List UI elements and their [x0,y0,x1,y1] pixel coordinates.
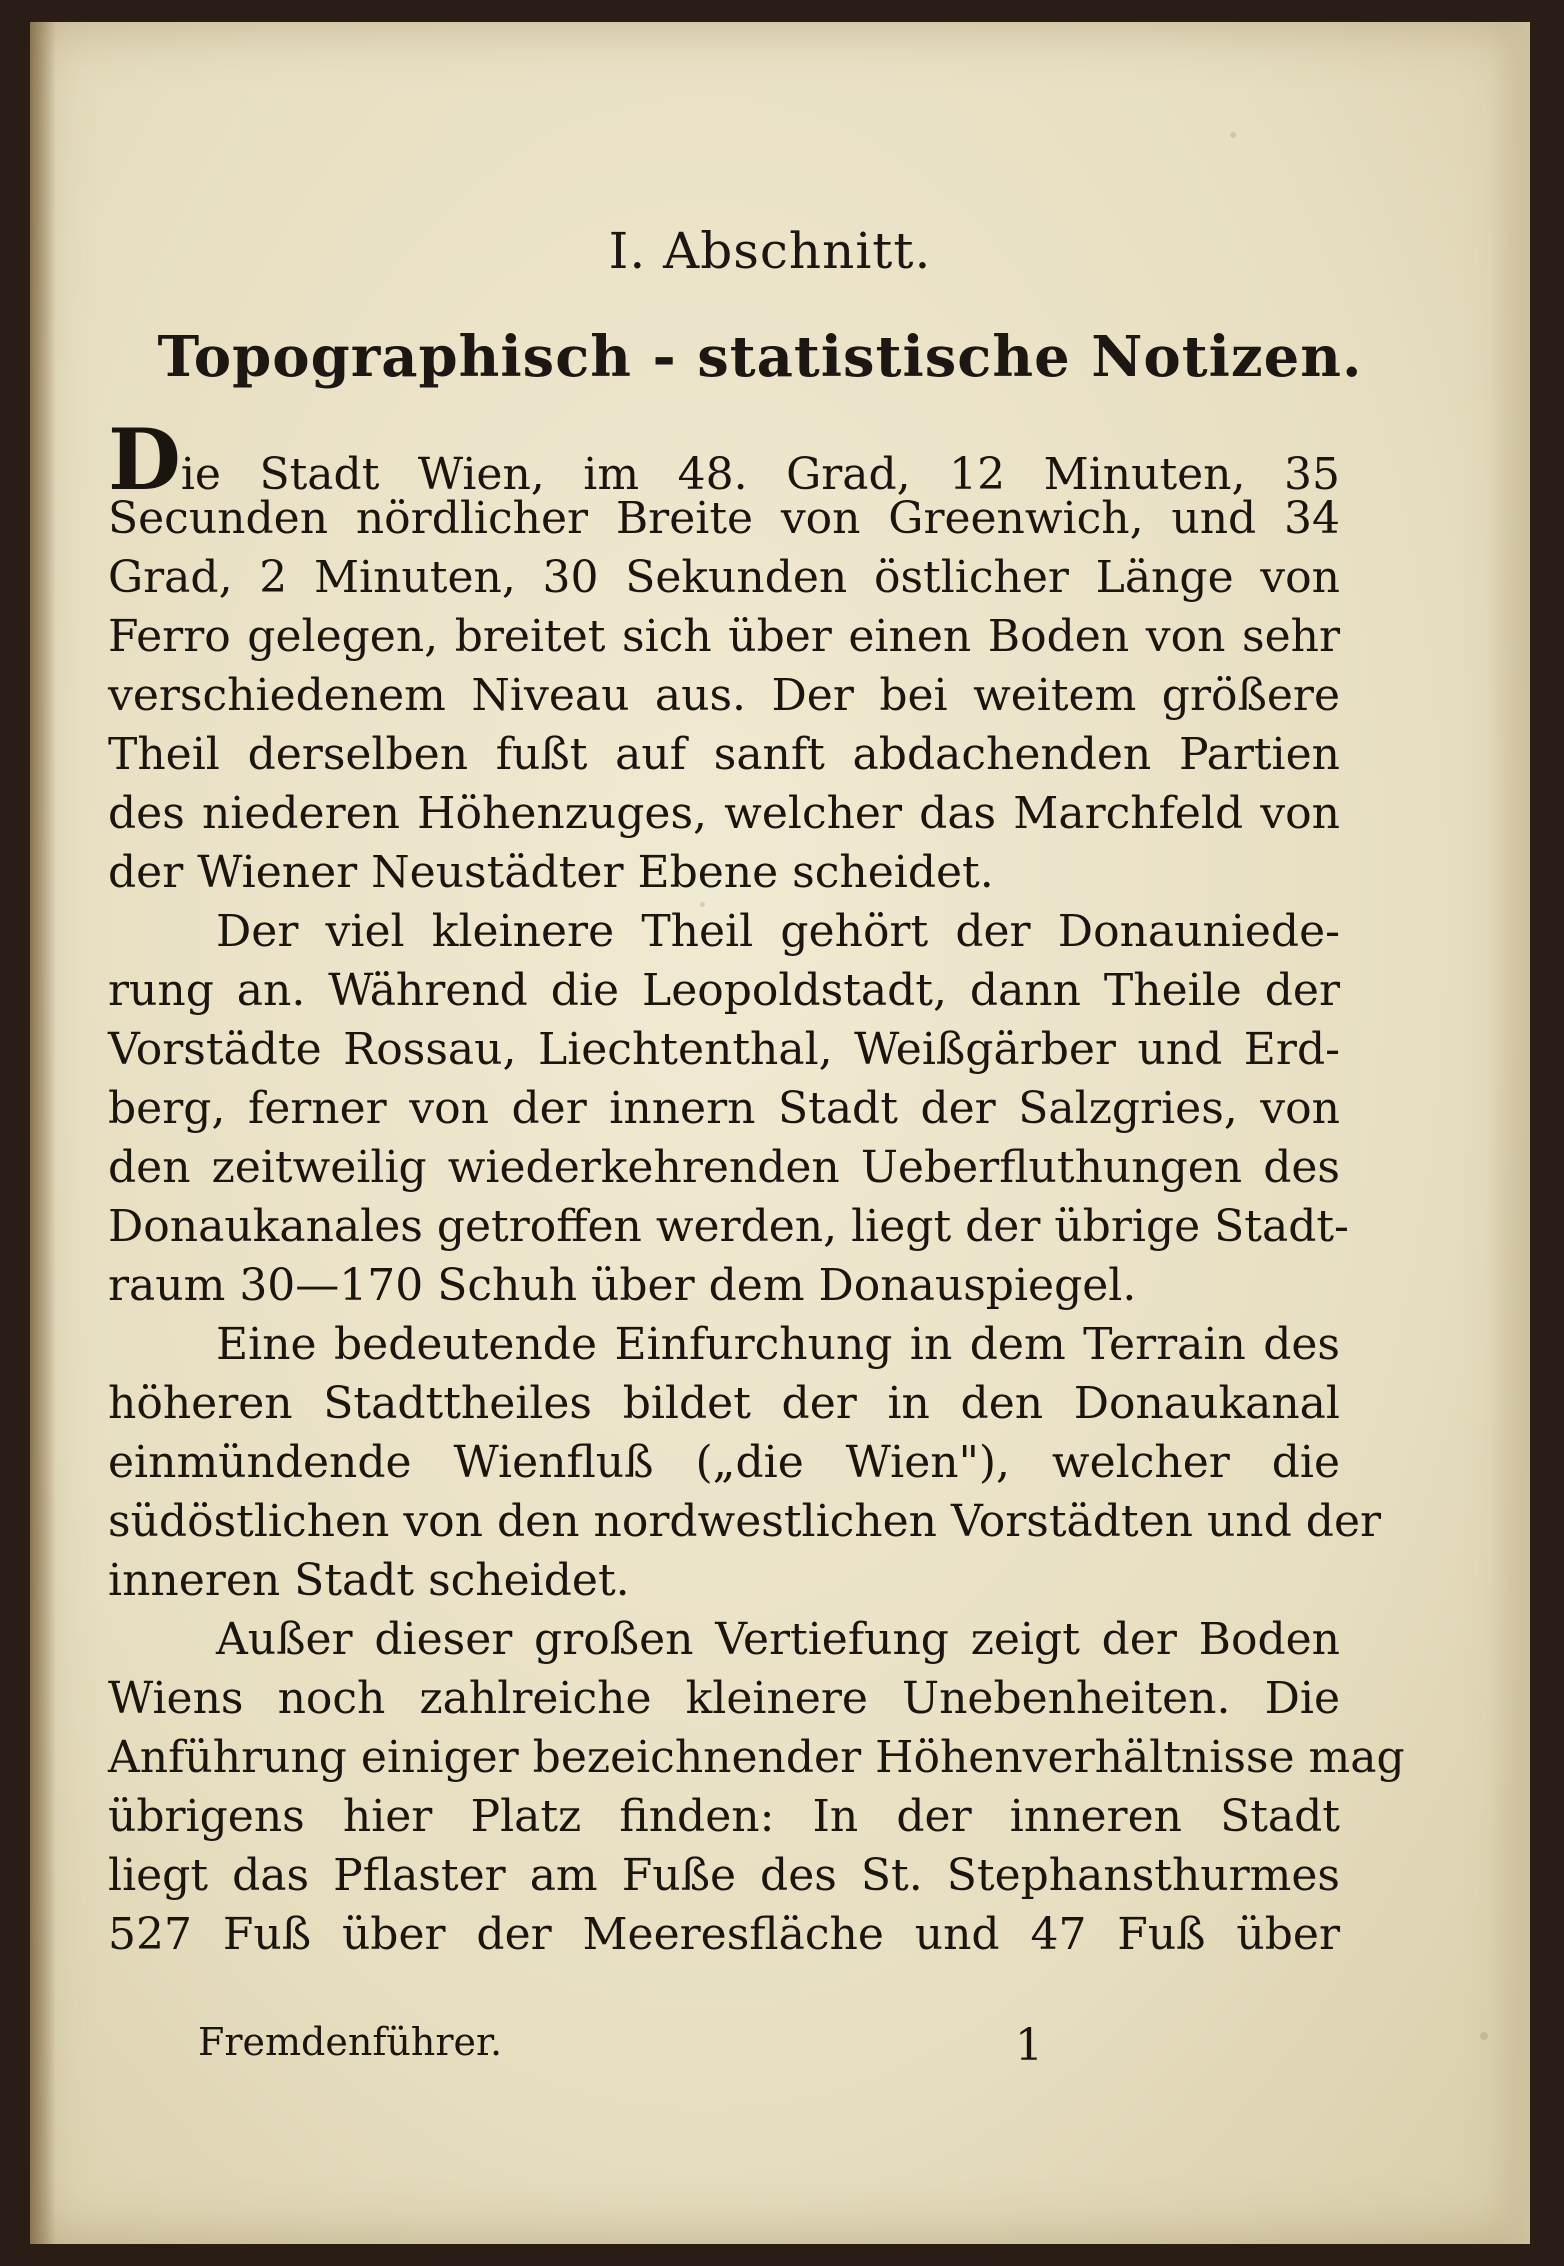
text-line: übrigens hier Platz finden: In der inneren Stadt [108,1791,1340,1842]
text-line: südöstlichen von den nordwestlichen Vorstädten und der [108,1496,1382,1547]
text-line: rung an. Während die Leopoldstadt, dann Theile der [108,965,1340,1016]
text-line: Der viel kleinere Theil gehört der Donauniede- [216,906,1340,957]
text-line: Theil derselben fußt auf sanft abdachenden Partien [108,729,1340,780]
sheet-number: 1 [1015,2020,1043,2071]
text-line: Eine bedeutende Einfurchung in dem Terrain des [216,1319,1340,1370]
text-line: Secunden nördlicher Breite von Greenwich, und 34 [108,493,1340,544]
text-line: Grad, 2 Minuten, 30 Sekunden östlicher Länge von [108,552,1340,603]
paper-spot [1480,2032,1488,2040]
text-line: berg, ferner von der innern Stadt der Salzgries, von [108,1083,1340,1134]
text-line: inneren Stadt scheidet. [108,1555,630,1606]
text-line: Vorstädte Rossau, Liechtenthal, Weißgärber und Erd- [108,1024,1340,1075]
text-line: den zeitweilig wiederkehrenden Ueberfluthungen des [108,1142,1340,1193]
text-line: verschiedenem Niveau aus. Der bei weitem größere [108,670,1340,721]
book-page [30,22,1530,2244]
text-line: einmündende Wienfluß („die Wien"), welcher die [108,1437,1340,1488]
text-line: Ferro gelegen, breitet sich über einen Boden von sehr [108,611,1340,662]
text-line: Donaukanales getroffen werden, liegt der übrige Stadt- [108,1201,1349,1252]
section-heading: I. Abschnitt. [608,222,932,280]
text-line-1: Die Stadt Wien, im 48. Grad, 12 Minuten, 35 [108,410,1340,509]
drop-cap: D [108,410,181,509]
text-line: der Wiener Neustädter Ebene scheidet. [108,847,994,898]
body-text [108,410,1405,1964]
text-line: höheren Stadttheiles bildet der in den Donaukanal [108,1378,1340,1429]
chapter-title: Topographisch - statistische Notizen. [157,324,1363,390]
paper-spot [1230,132,1236,138]
printer-signature: Fremdenführer. [198,2020,503,2064]
text-line: 527 Fuß über der Meeresfläche und 47 Fuß über [108,1909,1340,1960]
text-line: Anführung einiger bezeichnender Höhenverhältnisse mag [108,1732,1405,1783]
text-line: Außer dieser großen Vertiefung zeigt der Boden [216,1614,1340,1665]
text-line: raum 30—170 Schuh über dem Donauspiegel. [108,1260,1137,1311]
text-line: Wiens noch zahlreiche kleinere Unebenheiten. Die [108,1673,1340,1724]
text-line: liegt das Pflaster am Fuße des St. Stephansthurmes [108,1850,1340,1901]
text-line: des niederen Höhenzuges, welcher das Marchfeld von [108,788,1340,839]
